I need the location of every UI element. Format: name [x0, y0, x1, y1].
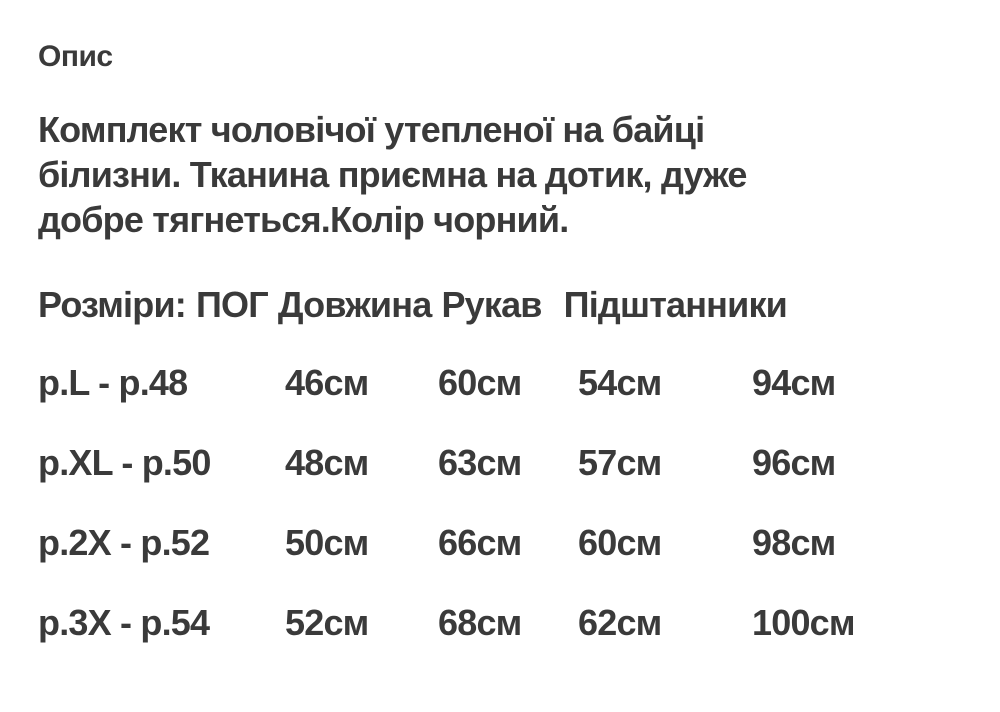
size-table-row [38, 600, 970, 645]
size-row-underpants-value: 100см [752, 602, 855, 643]
section-title: Опис [38, 40, 113, 73]
description-line-3: добре тягнеться.Колір чорний. [38, 199, 569, 240]
size-table-row [38, 440, 970, 485]
size-header-column-underpants: Підштанники [563, 284, 788, 325]
size-row-sleeve-value: 54см [578, 362, 662, 403]
size-header-column-sleeve: Рукав [441, 284, 542, 325]
size-row-pog-value: 48см [285, 442, 369, 483]
size-row-label: р.XL - р.50 [38, 442, 211, 483]
size-row-label: р.2X - р.52 [38, 522, 210, 563]
size-row-pog-value: 50см [285, 522, 369, 563]
size-header-column-length: Довжина [277, 284, 432, 325]
size-table-header [38, 282, 970, 327]
size-header-label: Розміри: [38, 284, 186, 325]
size-table [38, 360, 970, 645]
size-row-label: р.L - р.48 [38, 362, 188, 403]
size-row-pog-value: 52см [285, 602, 369, 643]
size-header-column-pog: ПОГ [195, 284, 268, 325]
size-row-length-value: 66см [438, 522, 522, 563]
size-row-sleeve-value: 62см [578, 602, 662, 643]
size-row-length-value: 63см [438, 442, 522, 483]
size-row-sleeve-value: 57см [578, 442, 662, 483]
size-row-length-value: 68см [438, 602, 522, 643]
description-line-2: білизни. Тканина приємна на дотик, дуже [38, 154, 747, 195]
size-row-sleeve-value: 60см [578, 522, 662, 563]
size-table-row [38, 360, 970, 405]
size-table-row [38, 520, 970, 565]
size-row-length-value: 60см [438, 362, 522, 403]
size-row-pog-value: 46см [285, 362, 369, 403]
description-paragraph [38, 107, 970, 242]
description-line-1: Комплект чоловічої утепленої на байці [38, 109, 705, 150]
size-row-underpants-value: 98см [752, 522, 836, 563]
size-row-underpants-value: 94см [752, 362, 836, 403]
size-row-underpants-value: 96см [752, 442, 836, 483]
size-row-label: р.3X - р.54 [38, 602, 210, 643]
